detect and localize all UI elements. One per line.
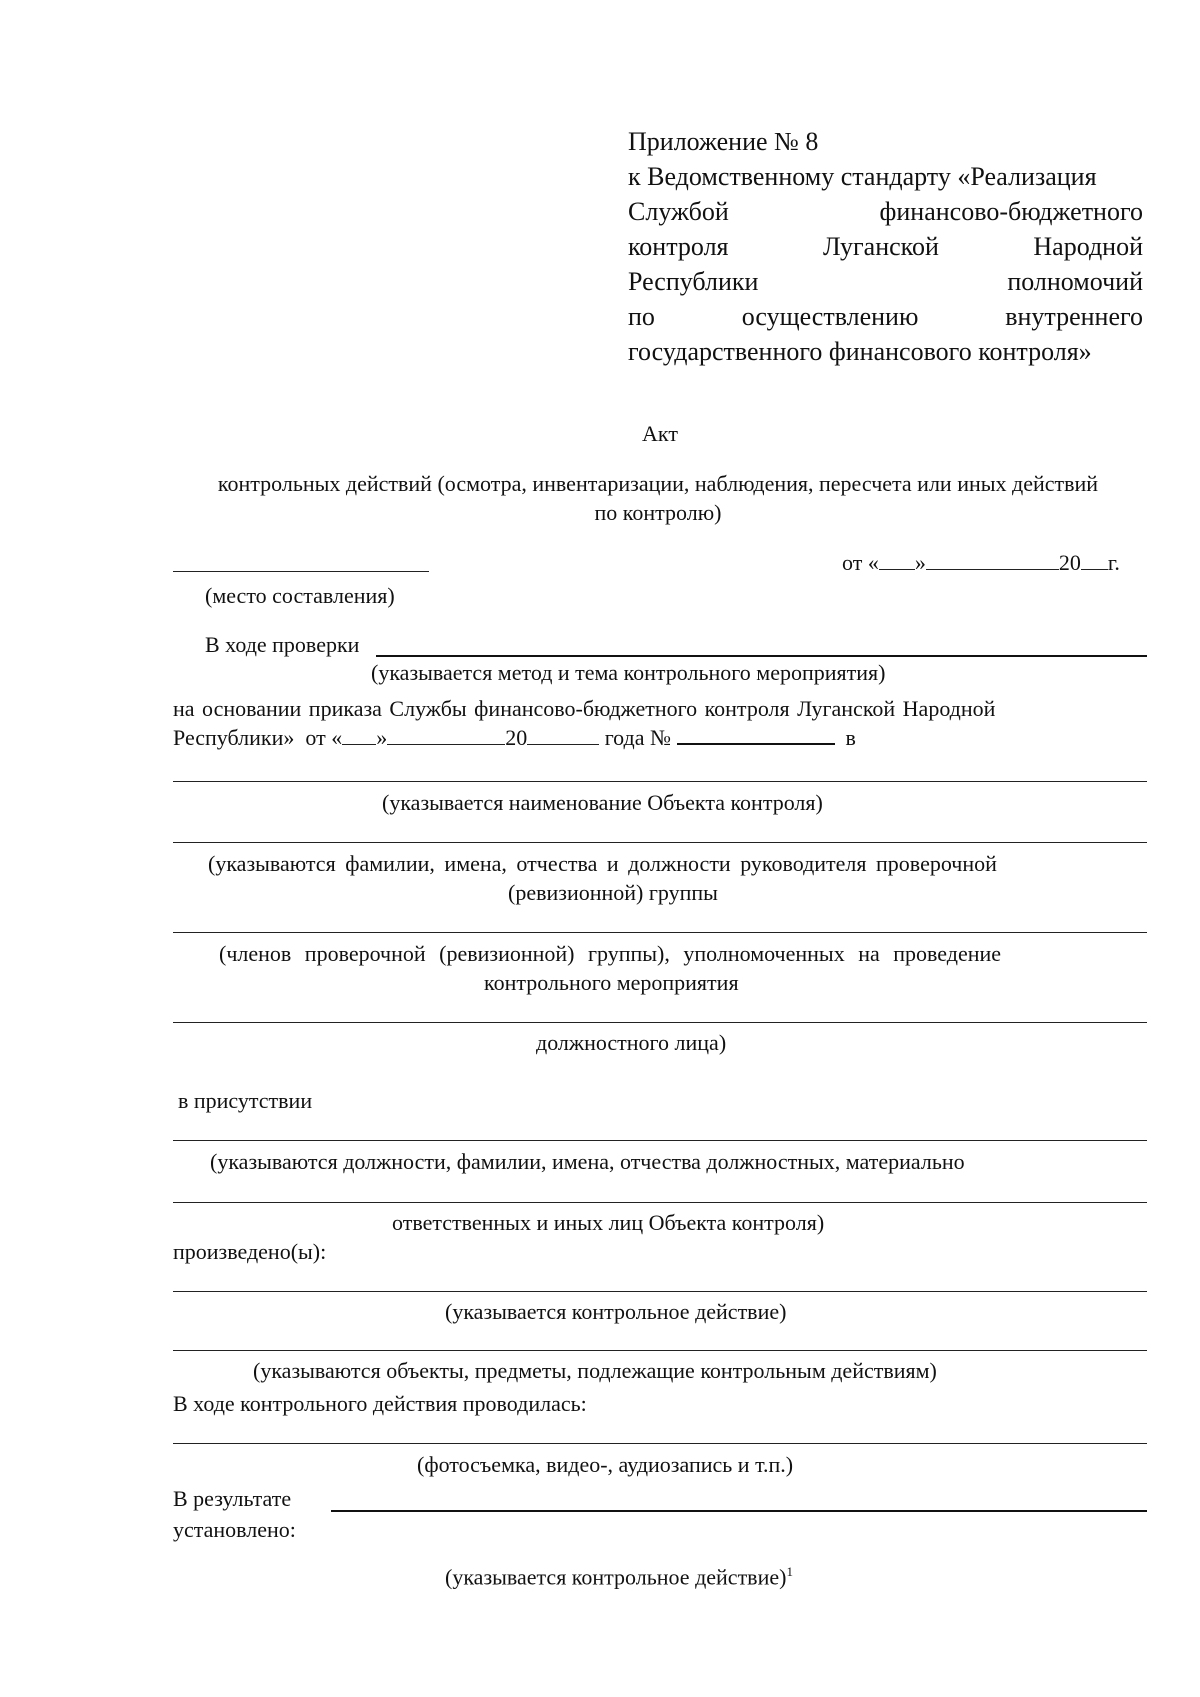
order-month-blank[interactable] [387, 726, 505, 745]
appendix-line-2 [628, 194, 1143, 229]
appendix-word: финансово-бюджетного [879, 197, 1143, 226]
during-label: В ходе контрольного действия проводилась: [173, 1391, 587, 1416]
object-name-underline[interactable] [173, 781, 1147, 782]
media-underline[interactable] [173, 1443, 1147, 1444]
appendix-line-4 [628, 264, 1143, 299]
appendix-word: полномочий [1007, 267, 1143, 296]
document-title: Акт [642, 421, 678, 446]
appendix-word: Луганской [823, 232, 939, 261]
date-year-suffix: г. [1107, 550, 1120, 575]
date-month-blank[interactable] [926, 551, 1059, 570]
order-in-word: в [845, 725, 856, 750]
appendix-word: осуществлению [741, 302, 919, 331]
official-caption: должностного лица) [536, 1030, 727, 1055]
appendix-word: внутреннего [1005, 302, 1143, 331]
inspection-underline[interactable] [376, 655, 1147, 657]
presence-underline-1[interactable] [173, 1140, 1147, 1141]
result-label: В результате [173, 1486, 292, 1511]
members-caption-line-1: (членов проверочной (ревизионной) группы), уполномоченных на проведение [219, 941, 1002, 966]
performed-underline[interactable] [173, 1291, 1147, 1292]
date-year-blank[interactable] [1081, 551, 1108, 570]
presence-caption-line-1: (указываются должности, фамилии, имена, отчества должностных, материально [210, 1149, 965, 1174]
order-close-quote: » [376, 725, 388, 750]
presence-label: в присутствии [178, 1088, 313, 1113]
final-caption-text: (указывается контрольное действие) [445, 1564, 787, 1590]
order-line-1: на основании приказа Службы финансово-бюджетного контроля Луганской Народной [173, 696, 996, 721]
date-from: от « [842, 550, 879, 575]
place-caption: (место составления) [205, 583, 395, 608]
members-underline[interactable] [173, 932, 1147, 933]
appendix-line-1: к Ведомственному стандарту «Реализация [628, 162, 1097, 191]
objects-underline[interactable] [173, 1350, 1147, 1351]
place-underline[interactable] [173, 571, 429, 572]
order-year-blank[interactable] [527, 726, 599, 745]
order-line-2 [173, 725, 856, 751]
footnote-mark: 1 [786, 1564, 793, 1579]
appendix-line-3 [628, 229, 1143, 264]
inspection-label: В ходе проверки [205, 632, 360, 657]
control-action-caption: (указывается контрольное действие) [445, 1299, 787, 1324]
appendix-line-6: государственного финансового контроля» [628, 337, 1092, 366]
appendix-line-5 [628, 299, 1143, 334]
objects-caption: (указываются объекты, предметы, подлежащие контрольным действиям) [253, 1358, 937, 1383]
presence-caption-line-2: ответственных и иных лиц Объекта контроля) [392, 1210, 825, 1235]
order-number-blank[interactable] [677, 725, 835, 745]
head-caption-line-1: (указываются фамилии, имена, отчества и должности руководителя проверочной [208, 851, 997, 876]
date-line [842, 550, 1120, 576]
date-close-quote: » [914, 550, 926, 575]
order-year-prefix: 20 [505, 725, 528, 750]
head-underline[interactable] [173, 842, 1147, 843]
appendix-word: Народной [1033, 232, 1143, 261]
performed-label: произведено(ы): [173, 1239, 327, 1264]
date-day-blank[interactable] [879, 551, 915, 570]
inspection-caption: (указывается метод и тема контрольного мероприятия) [371, 660, 886, 685]
order-year-word: года № [604, 725, 671, 750]
appendix-header [628, 124, 1143, 369]
head-caption-line-2: (ревизионной) группы [508, 880, 718, 905]
order-republic: Республики» [173, 725, 295, 750]
appendix-word: Службой [628, 197, 729, 226]
media-caption: (фотосъемка, видео-, аудиозапись и т.п.) [417, 1452, 794, 1477]
appendix-word: Республики [628, 267, 759, 296]
order-day-blank[interactable] [342, 726, 376, 745]
result-underline[interactable] [331, 1510, 1147, 1512]
members-caption-line-2: контрольного мероприятия [484, 970, 739, 995]
presence-underline-2[interactable] [173, 1202, 1147, 1203]
appendix-word: контроля [628, 232, 729, 261]
date-year-prefix: 20 [1058, 550, 1081, 575]
object-name-caption: (указывается наименование Объекта контроля) [382, 790, 823, 815]
appendix-number: Приложение № 8 [628, 127, 819, 156]
order-from: от « [305, 725, 343, 750]
document-subtitle-line-2: по контролю) [594, 500, 722, 525]
final-caption [445, 1559, 793, 1590]
appendix-word: по [628, 302, 655, 331]
established-label: установлено: [173, 1517, 296, 1542]
document-subtitle-line-1: контрольных действий (осмотра, инвентаризации, наблюдения, пересчета или иных действий [217, 471, 1099, 496]
official-underline[interactable] [173, 1022, 1147, 1023]
